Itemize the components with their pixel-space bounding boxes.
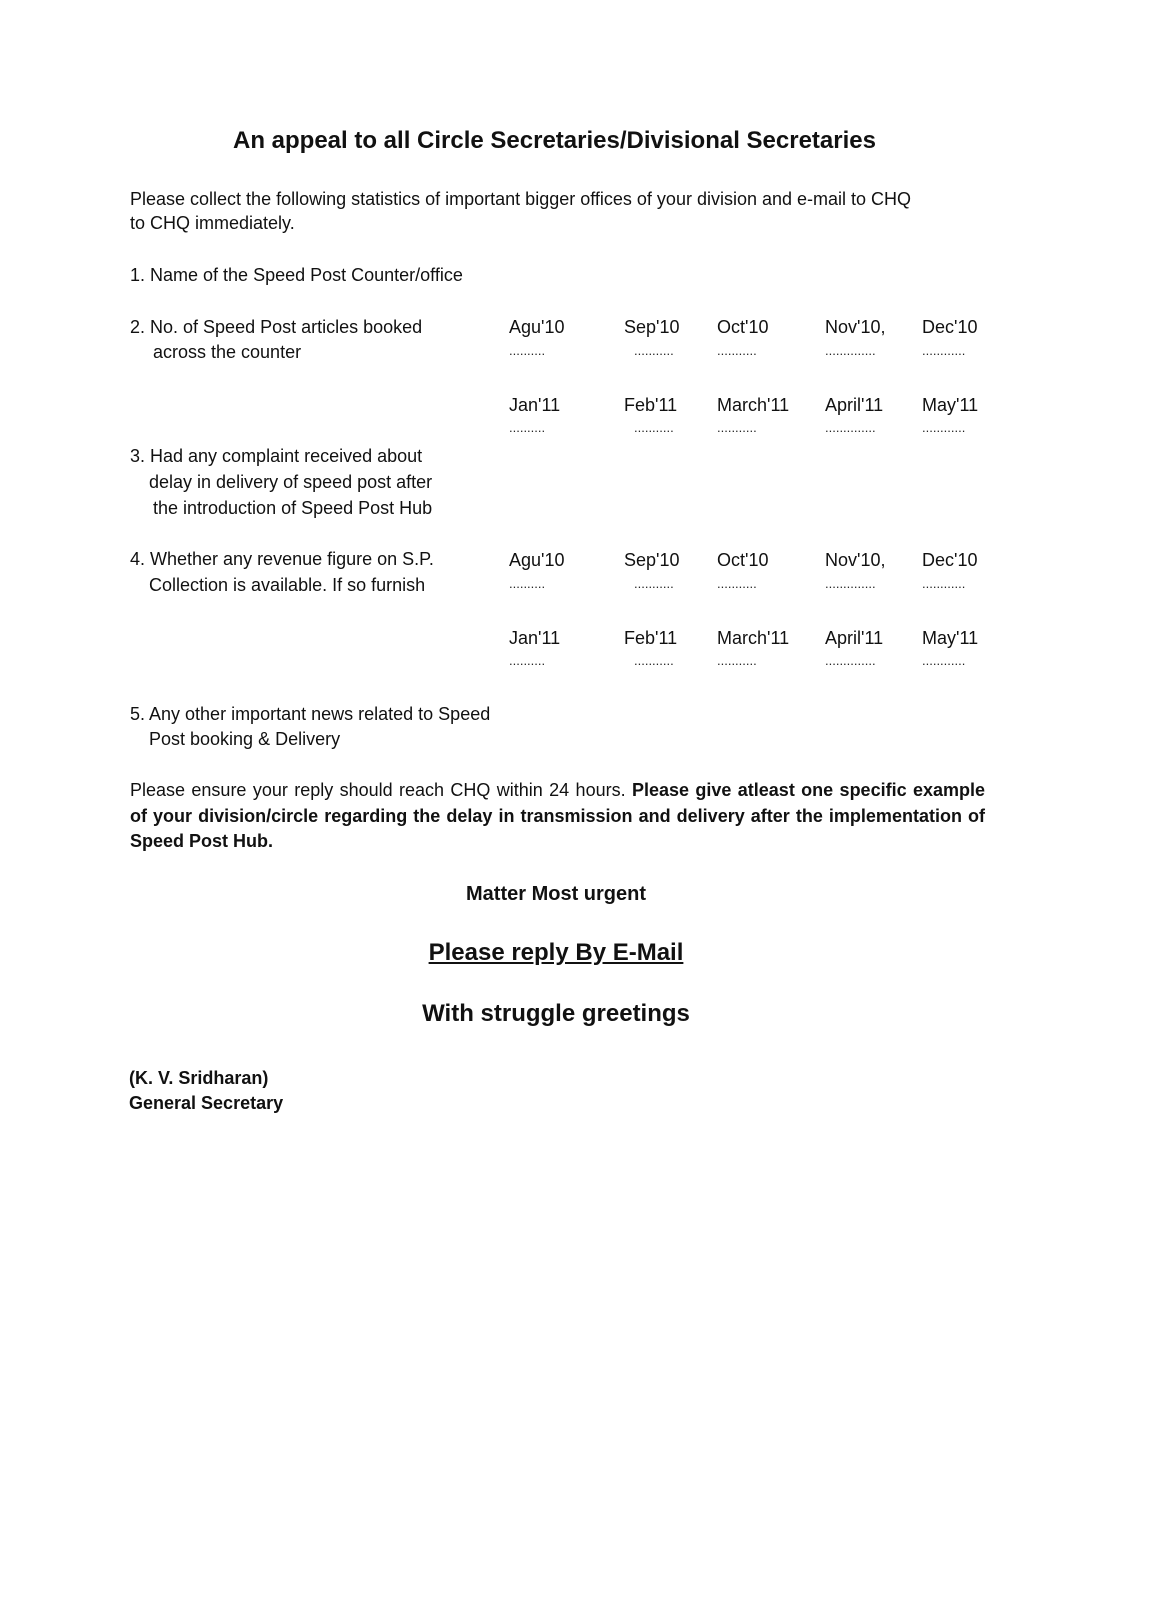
booked-row-2-month-label: May'11 xyxy=(922,395,979,415)
revenue-row-1-blank-field: ............ xyxy=(922,576,966,591)
item-5-line-1: 5. Any other important news related to Speed xyxy=(130,704,491,724)
document-title: An appeal to all Circle Secretaries/Divisional Secretaries xyxy=(233,127,876,154)
revenue-row-1-blank-field: ........... xyxy=(717,576,757,591)
greetings: With struggle greetings xyxy=(422,1000,690,1027)
booked-row-1-month-label: Sep'10 xyxy=(624,317,680,337)
item-5-line-2: Post booking & Delivery xyxy=(149,729,341,749)
revenue-row-1-blank-field: ........... xyxy=(634,576,674,591)
signatory-name: (K. V. Sridharan) xyxy=(129,1068,269,1088)
booked-row-1-blank-field: ........... xyxy=(717,343,757,358)
revenue-row-2-blank-field: .......... xyxy=(509,653,546,668)
closing-normal-text: Please ensure your reply should reach CHQ within 24 hours. xyxy=(130,780,632,800)
revenue-row-1-blank-field: .......... xyxy=(509,576,546,591)
revenue-row-1-blank-field: .............. xyxy=(825,576,876,591)
item-4-line-2: Collection is available. If so furnish xyxy=(149,575,426,595)
booked-row-1-blank-field: .......... xyxy=(509,343,546,358)
revenue-row-1-month-label: Dec'10 xyxy=(922,550,978,570)
revenue-row-2-month-label: Jan'11 xyxy=(509,628,561,648)
item-3-line-1: 3. Had any complaint received about xyxy=(130,446,423,466)
intro-line-2: to CHQ immediately. xyxy=(130,213,295,233)
item-2-line-2: across the counter xyxy=(153,342,302,362)
booked-row-1-month-label: Dec'10 xyxy=(922,317,978,337)
booked-row-1-month-label: Oct'10 xyxy=(717,317,769,337)
closing-paragraph xyxy=(130,778,985,855)
revenue-row-1-month-label: Agu'10 xyxy=(509,550,565,570)
revenue-row-1-month-label: Sep'10 xyxy=(624,550,680,570)
item-2-line-1: 2. No. of Speed Post articles booked xyxy=(130,317,423,337)
booked-row-2-blank-field: .......... xyxy=(509,420,546,435)
booked-row-2-blank-field: .............. xyxy=(825,420,876,435)
revenue-row-2-month-label: Feb'11 xyxy=(624,628,678,648)
urgent-note: Matter Most urgent xyxy=(466,883,646,905)
revenue-row-2-blank-field: ........... xyxy=(717,653,757,668)
booked-row-1-month-label: Agu'10 xyxy=(509,317,565,337)
revenue-row-2-month-label: May'11 xyxy=(922,628,979,648)
item-3-line-3: the introduction of Speed Post Hub xyxy=(153,498,433,518)
revenue-row-1-month-label: Oct'10 xyxy=(717,550,769,570)
revenue-row-2-month-label: April'11 xyxy=(825,628,884,648)
booked-row-2-month-label: Jan'11 xyxy=(509,395,561,415)
revenue-row-2-blank-field: ........... xyxy=(634,653,674,668)
signatory-title: General Secretary xyxy=(129,1093,284,1113)
intro-line-1: Please collect the following statistics of important bigger offices of your division and e-mail to CHQ xyxy=(130,189,912,209)
booked-row-2-blank-field: ........... xyxy=(634,420,674,435)
revenue-row-2-blank-field: ............ xyxy=(922,653,966,668)
booked-row-2-month-label: Feb'11 xyxy=(624,395,678,415)
booked-row-1-month-label: Nov'10, xyxy=(825,317,886,337)
item-3-line-2: delay in delivery of speed post after xyxy=(149,472,433,492)
reply-by-email-note: Please reply By E-Mail xyxy=(428,939,684,966)
booked-row-1-blank-field: .............. xyxy=(825,343,876,358)
revenue-row-1-month-label: Nov'10, xyxy=(825,550,886,570)
revenue-row-2-blank-field: .............. xyxy=(825,653,876,668)
item-1: 1. Name of the Speed Post Counter/office xyxy=(130,265,463,285)
closing-bold-text: Please give atleast one specific example of your division/circle regarding the delay in transmission and delivery after the implementation of Speed Post Hub. xyxy=(130,780,986,851)
booked-row-1-blank-field: ........... xyxy=(634,343,674,358)
booked-row-2-month-label: April'11 xyxy=(825,395,884,415)
booked-row-2-blank-field: ........... xyxy=(717,420,757,435)
booked-row-1-blank-field: ............ xyxy=(922,343,966,358)
item-4-line-1: 4. Whether any revenue figure on S.P. xyxy=(130,549,434,569)
booked-row-2-month-label: March'11 xyxy=(717,395,790,415)
revenue-row-2-month-label: March'11 xyxy=(717,628,790,648)
booked-row-2-blank-field: ............ xyxy=(922,420,966,435)
